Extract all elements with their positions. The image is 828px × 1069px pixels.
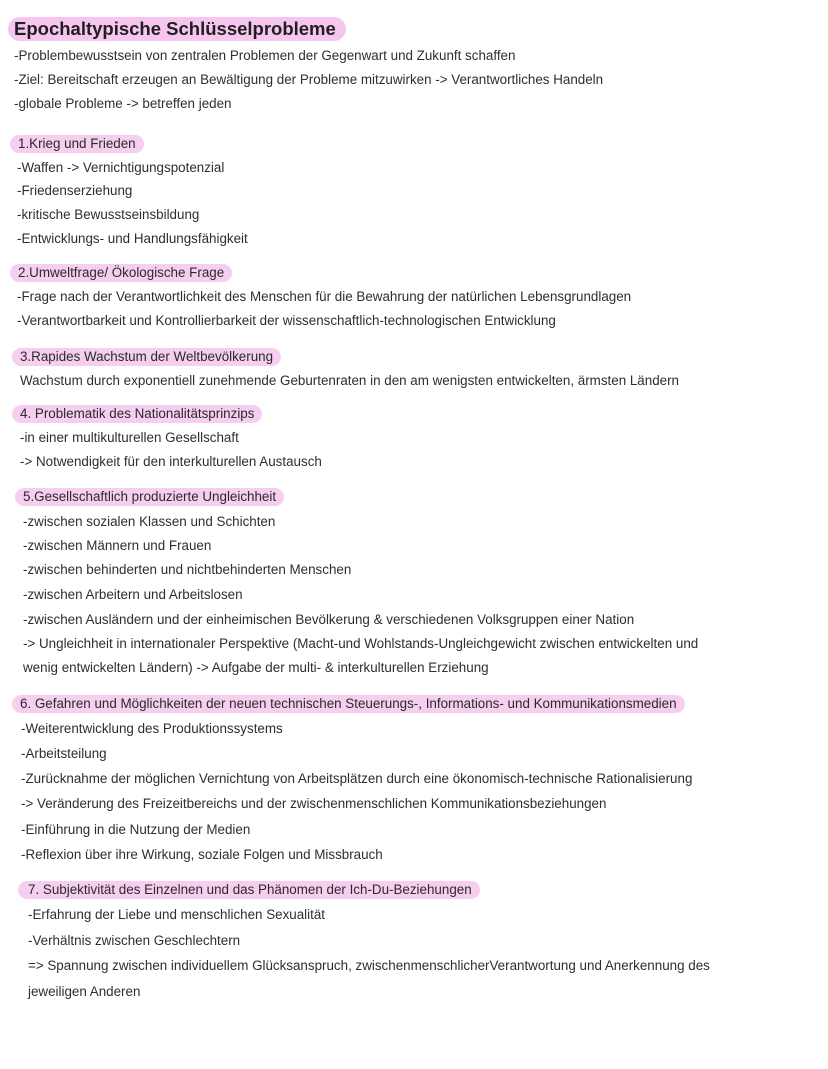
section-5-line: -> Ungleichheit in internationaler Perspektive (Macht-und Wohlstands-Ungleichgewicht zwischen entwickelten und [23, 636, 699, 651]
section-5-line: wenig entwickelten Ländern) -> Aufgabe der multi- & interkulturellen Erziehung [23, 660, 489, 675]
section-1-line: -kritische Bewusstseinsbildung [17, 207, 200, 222]
section-7-line: -Verhältnis zwischen Geschlechtern [28, 933, 241, 948]
section-6-line: -Weiterentwicklung des Produktionssystems [21, 721, 283, 736]
section-7-line: -Erfahrung der Liebe und menschlichen Sexualität [28, 907, 326, 922]
section-1-line: -Entwicklungs- und Handlungsfähigkeit [17, 231, 248, 246]
section-heading-3: 3.Rapides Wachstum der Weltbevölkerung [12, 348, 281, 366]
section-heading-5: 5.Gesellschaftlich produzierte Ungleichheit [15, 488, 284, 506]
section-heading-2: 2.Umweltfrage/ Ökologische Frage [10, 264, 232, 282]
section-4-line: -> Notwendigkeit für den interkulturellen Austausch [20, 454, 322, 469]
section-6-line: -Zurücknahme der möglichen Vernichtung von Arbeitsplätzen durch eine ökonomisch-technische Rationalisierung [21, 771, 693, 786]
page-title: Epochaltypische Schlüsselprobleme [8, 17, 346, 41]
section-2-line: -Verantwortbarkeit und Kontrollierbarkeit der wissenschaftlich-technologischen Entwicklung [17, 313, 556, 328]
section-1-line: -Friedenserziehung [17, 183, 133, 198]
section-6-line: -Reflexion über ihre Wirkung, soziale Folgen und Missbrauch [21, 847, 383, 862]
section-5-line: -zwischen Ausländern und der einheimischen Bevölkerung & verschiedenen Volksgruppen einer Nation [23, 612, 635, 627]
section-2-line: -Frage nach der Verantwortlichkeit des Menschen für die Bewahrung der natürlichen Lebensgrundlagen [17, 289, 632, 304]
section-7-line: jeweiligen Anderen [28, 984, 141, 999]
section-6-line: -Arbeitsteilung [21, 746, 107, 761]
section-heading-7: 7. Subjektivität des Einzelnen und das Phänomen der Ich-Du-Beziehungen [18, 881, 480, 899]
section-heading-4: 4. Problematik des Nationalitätsprinzips [12, 405, 262, 423]
section-heading-6: 6. Gefahren und Möglichkeiten der neuen technischen Steuerungs-, Informations- und Kommunikationsmedien [12, 695, 685, 713]
section-3-line: Wachstum durch exponentiell zunehmende Geburtenraten in den am wenigsten entwickelten, ärmsten Ländern [20, 373, 680, 388]
section-5-line: -zwischen Arbeitern und Arbeitslosen [23, 587, 243, 602]
intro-line: -globale Probleme -> betreffen jeden [14, 96, 232, 111]
section-1-line: -Waffen -> Vernichtigungspotenzial [17, 160, 225, 175]
section-6-line: -> Veränderung des Freizeitbereichs und der zwischenmenschlichen Kommunikationsbeziehungen [21, 796, 607, 811]
section-5-line: -zwischen sozialen Klassen und Schichten [23, 514, 276, 529]
section-5-line: -zwischen Männern und Frauen [23, 538, 212, 553]
section-6-line: -Einführung in die Nutzung der Medien [21, 822, 251, 837]
intro-line: -Ziel: Bereitschaft erzeugen an Bewältigung der Probleme mitzuwirken -> Verantwortliches Handeln [14, 72, 604, 87]
intro-line: -Problembewusstsein von zentralen Problemen der Gegenwart und Zukunft schaffen [14, 48, 516, 63]
section-4-line: -in einer multikulturellen Gesellschaft [20, 430, 239, 445]
section-7-line: => Spannung zwischen individuellem Glücksanspruch, zwischenmenschlicherVerantwortung und Anerkennung des [28, 958, 710, 973]
section-heading-1: 1.Krieg und Frieden [10, 135, 144, 153]
section-5-line: -zwischen behinderten und nichtbehinderten Menschen [23, 562, 352, 577]
